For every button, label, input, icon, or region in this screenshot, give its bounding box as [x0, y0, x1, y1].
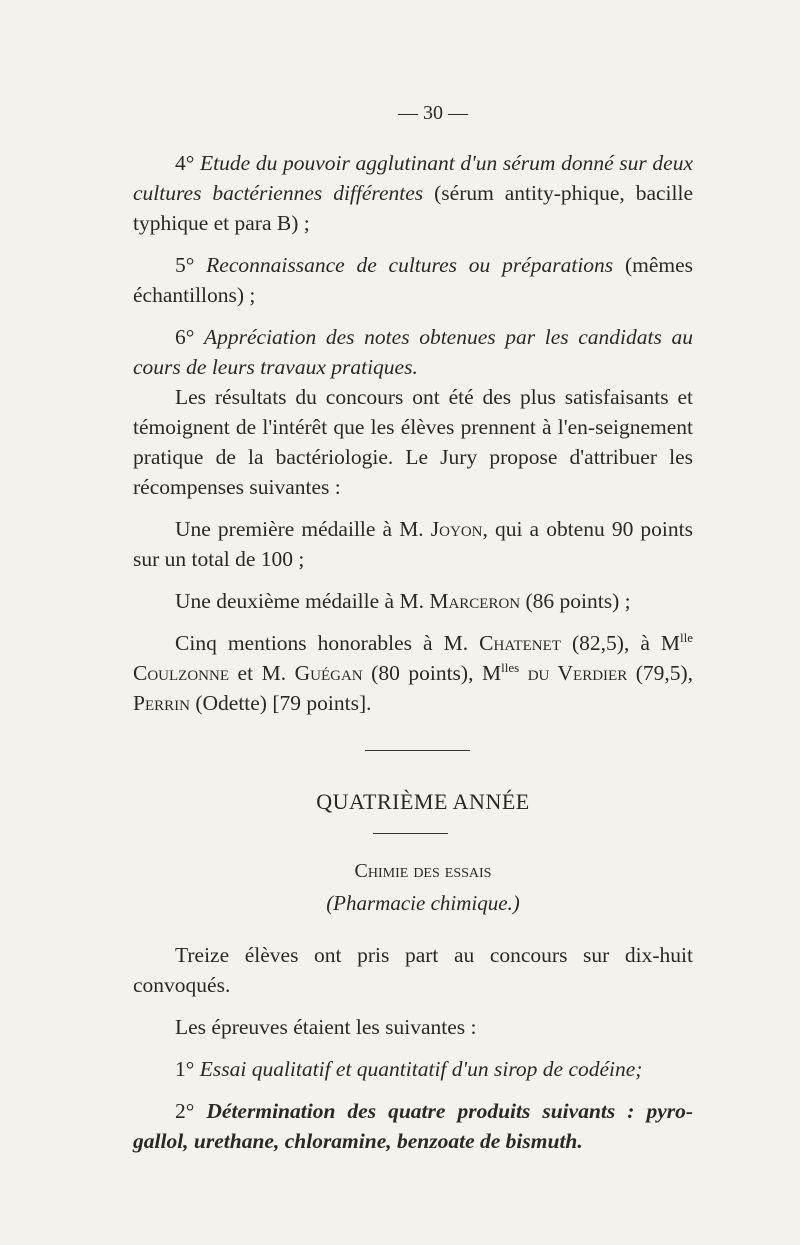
award-3-name5: Perrin: [133, 691, 190, 715]
item-4-title: Etude du pouvoir agglutinant d'un sérum donné sur deux cultures bactériennes différentes: [133, 151, 693, 205]
award-second-medal: [133, 586, 693, 616]
test-2-text: Détermination des quatre produits suivants : pyro-gallol, urethane, chloramine, benzoate de bismuth.: [133, 1099, 694, 1153]
award-3-part1: Cinq mentions honorables à M.: [175, 631, 469, 655]
award-1-name: Joyon,: [430, 517, 488, 541]
item-6-number: 6°: [175, 325, 195, 349]
item-5-rest: (mêmes échantillons) ;: [133, 253, 694, 307]
item-5-number: 5°: [175, 253, 195, 277]
section-divider: [365, 750, 470, 751]
list-item-5: [133, 250, 693, 310]
list-item-6: [133, 322, 693, 382]
award-3-part3: et M.: [237, 661, 287, 685]
item-6-title: Appréciation des notes obtenues par les candidats au cours de leurs travaux pratiques.: [133, 325, 693, 379]
award-3-sup1: lle: [680, 629, 694, 645]
item-5-title: Reconnaissance de cultures ou préparations: [206, 253, 614, 277]
results-paragraph: Les résultats du concours ont été des plus satisfaisants et témoignent de l'intérêt que les élèves prennent à l'en-seignement pratique de la bactériologie. Le Jury propose d'attribuer les récompenses suivantes :: [133, 385, 693, 499]
award-3-part5: (79,5),: [635, 661, 694, 685]
subsection-subtitle: (Pharmacie chimique.): [326, 891, 520, 915]
award-3-name2: Coulzonne: [133, 661, 229, 685]
list-item-4: [133, 148, 693, 238]
test-1-number: 1°: [175, 1057, 195, 1081]
award-3-name4: du Verdier: [527, 661, 628, 685]
subsection-heading: Chimie des essais: [354, 860, 492, 882]
participants-paragraph: Treize élèves ont pris part au concours sur dix-huit convoqués.: [133, 943, 693, 997]
award-2-name: Marceron: [429, 589, 521, 613]
award-3-name1: Chatenet: [479, 631, 561, 655]
award-2-after: (86 points) ;: [525, 589, 631, 613]
heading-underline: [373, 833, 448, 834]
award-honorable-mentions: [133, 628, 693, 718]
test-1-text: Essai qualitatif et quantitatif d'un sirop de codéine;: [199, 1057, 643, 1081]
page-number: — 30 —: [398, 102, 468, 124]
award-3-part6: (Odette) [79 points].: [195, 691, 372, 715]
award-first-medal: [133, 514, 693, 574]
award-1-after: qui a obtenu 90 points sur un total de 100 ;: [133, 517, 693, 571]
page-content: [133, 98, 693, 1156]
award-2-before: Une deuxième médaille à M.: [175, 589, 424, 613]
item-4-number: 4°: [175, 151, 195, 175]
item-4-rest: (sérum antity-phique, bacille typhique et para B) ;: [133, 181, 694, 235]
test-2-number: 2°: [175, 1099, 195, 1123]
award-1-before: Une première médaille à M.: [175, 517, 424, 541]
section-heading: QUATRIÈME ANNÉE: [316, 789, 530, 814]
award-3-name3: Guégan: [294, 661, 363, 685]
award-3-sup2: lles: [501, 659, 520, 675]
test-item-1: [133, 1054, 693, 1084]
tests-intro: Les épreuves étaient les suivantes :: [175, 1015, 477, 1039]
award-3-part2: (82,5), à M: [572, 631, 681, 655]
award-3-part4: (80 points), M: [371, 661, 502, 685]
test-item-2: [133, 1096, 693, 1156]
